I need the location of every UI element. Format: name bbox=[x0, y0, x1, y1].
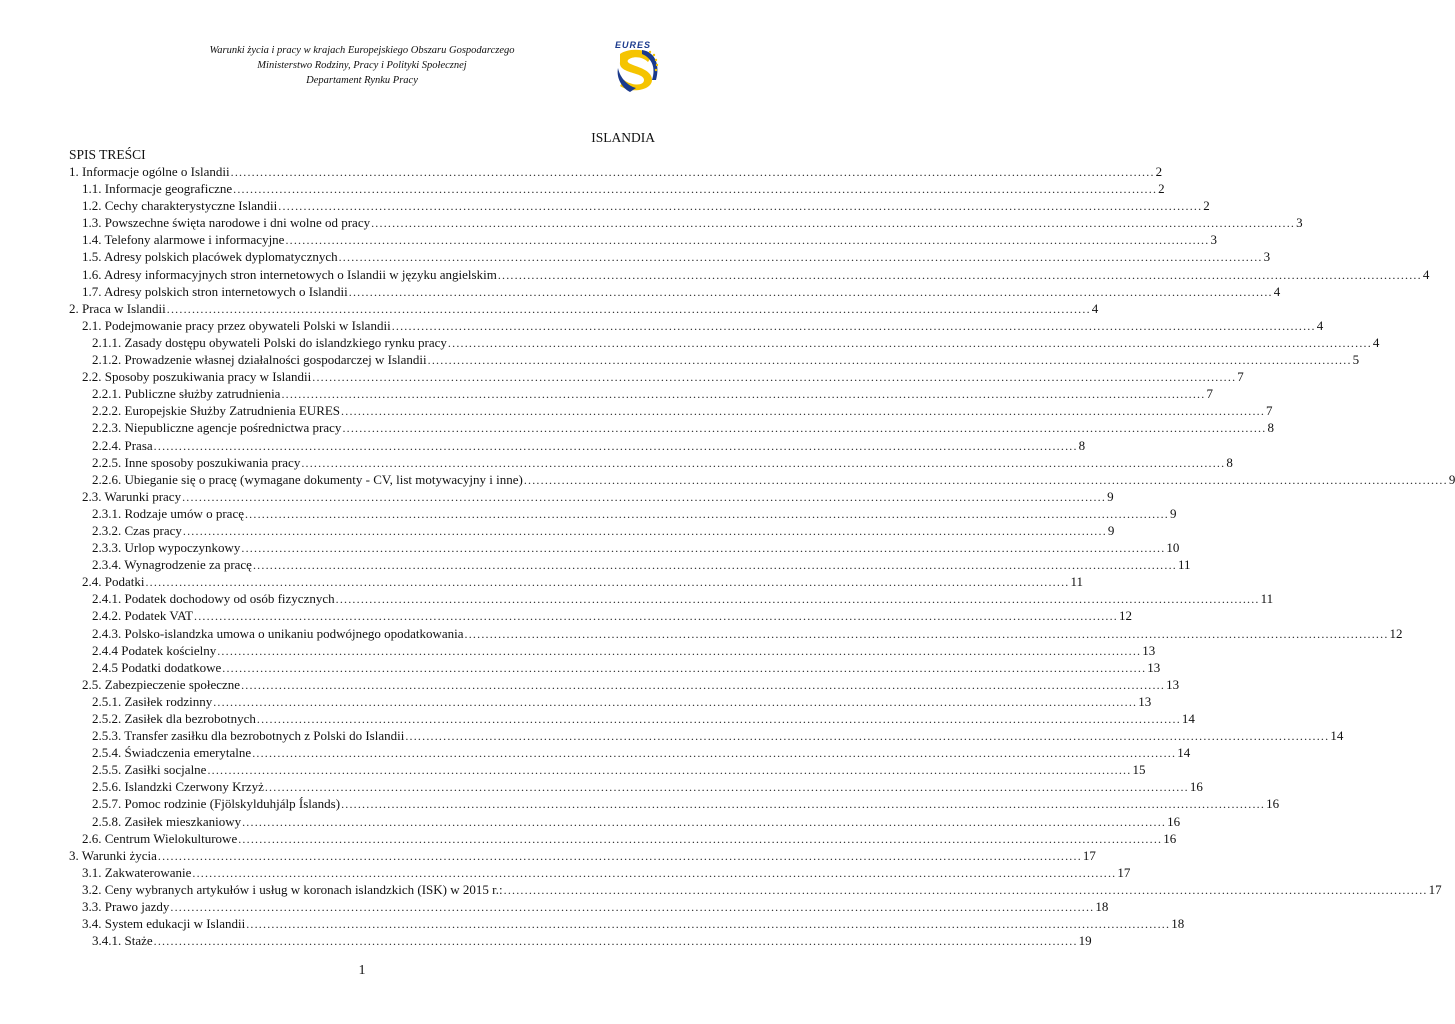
toc-entry[interactable] bbox=[69, 214, 1303, 231]
toc-entry[interactable] bbox=[69, 573, 1084, 590]
toc-entry-title: 1.7. Adresy polskich stron internetowych o Islandii bbox=[82, 283, 348, 299]
toc-leader-dots: ............................................................................................................................................................................................................................ bbox=[371, 216, 1296, 231]
toc-entry[interactable] bbox=[69, 231, 1217, 248]
toc-entry-page: 4 bbox=[1316, 317, 1324, 333]
toc-entry-title: 2.5.4. Świadczenia emerytalne bbox=[92, 745, 252, 761]
toc-entry-page: 9 bbox=[1169, 505, 1177, 521]
toc-entry[interactable] bbox=[69, 761, 1146, 778]
toc-entry-page: 3 bbox=[1296, 215, 1303, 231]
toc-entry[interactable] bbox=[69, 676, 1180, 693]
toc-entry-title: 2.5.6. Islandzki Czerwony Krzyż bbox=[92, 779, 264, 795]
toc-entry[interactable] bbox=[69, 898, 1109, 915]
toc-leader-dots: ............................................................................................................................................................................................................................ bbox=[252, 558, 1177, 573]
toc-entry-page: 7 bbox=[1266, 403, 1273, 419]
header-line-1: Warunki życia i pracy w krajach Europejskiego Obszaru Gospodarczego bbox=[209, 45, 515, 56]
toc-entry-page: 9 bbox=[1107, 522, 1115, 538]
toc-entry-page: 3 bbox=[1210, 232, 1217, 248]
toc-entry-title: 3.2. Ceny wybranych artykułów i usług w koronach islandzkich (ISK) w 2015 r.: bbox=[82, 881, 503, 897]
toc-entry-page: 12 bbox=[1119, 608, 1132, 624]
toc-entry[interactable] bbox=[69, 659, 1161, 676]
toc-entry-title: 2.5.5. Zasiłki socjalne bbox=[92, 762, 207, 778]
toc-leader-dots: ............................................................................................................................................................................................................................ bbox=[207, 763, 1132, 778]
header-line-3: Departament Rynku Pracy bbox=[306, 75, 418, 86]
toc-entry[interactable] bbox=[69, 180, 1165, 197]
toc-entry-title: 2.1.1. Zasady dostępu obywateli Polski do islandzkiego rynku pracy bbox=[92, 334, 447, 350]
toc-entry[interactable] bbox=[69, 266, 1430, 283]
toc-entry-page: 13 bbox=[1142, 642, 1156, 658]
toc-entry-page: 4 bbox=[1273, 283, 1281, 299]
toc-entry[interactable] bbox=[69, 932, 1092, 949]
toc-entry-page: 14 bbox=[1181, 711, 1195, 726]
eures-logo bbox=[612, 40, 662, 96]
toc-entry-page: 16 bbox=[1163, 830, 1177, 846]
toc-leader-dots: ............................................................................................................................................................................................................................ bbox=[182, 489, 1107, 504]
toc-leader-dots: ............................................................................................................................................................................................................................ bbox=[222, 660, 1147, 675]
toc-entry[interactable] bbox=[69, 334, 1380, 351]
toc-leader-dots: ............................................................................................................................................................................................................................ bbox=[166, 301, 1091, 316]
country-name: ISLANDIA bbox=[591, 130, 655, 145]
toc-entry-page: 19 bbox=[1078, 933, 1092, 949]
toc-entry-page: 8 bbox=[1267, 420, 1274, 436]
toc-entry-title: 1. Informacje ogólne o Islandii bbox=[69, 164, 230, 179]
toc-entry-title: 2.4.3. Polsko-islandzka umowa o unikaniu podwójnego opodatkowania bbox=[92, 625, 464, 641]
toc-entry-page: 11 bbox=[1177, 557, 1191, 573]
toc-entry[interactable] bbox=[69, 813, 1181, 830]
toc-entry-title: 2.6. Centrum Wielokulturowe bbox=[82, 830, 238, 846]
toc-entry-title: 2.2.4. Prasa bbox=[92, 437, 153, 453]
toc-entry-title: 3.4.1. Staże bbox=[92, 933, 153, 949]
toc-entry-title: 3. Warunki życia bbox=[69, 847, 157, 863]
toc-entry[interactable] bbox=[69, 402, 1273, 419]
toc-entry[interactable] bbox=[69, 915, 1185, 932]
toc-leader-dots: ............................................................................................................................................................................................................................ bbox=[285, 233, 1210, 248]
page-number: 1 bbox=[358, 963, 366, 978]
toc-entry-page: 11 bbox=[1260, 591, 1274, 607]
toc-entry-title: 2.3.1. Rodzaje umów o pracę bbox=[92, 505, 244, 521]
toc-entry[interactable] bbox=[69, 488, 1114, 505]
header-line-2: Ministerstwo Rodziny, Pracy i Polityki Społecznej bbox=[257, 60, 467, 71]
toc-entry-page: 18 bbox=[1095, 899, 1109, 915]
toc-entry-title: 2.1.2. Prowadzenie własnej działalności gospodarczej w Islandii bbox=[92, 352, 427, 368]
toc-entry-title: 2.5.3. Transfer zasiłku dla bezrobotnych z Polski do Islandii bbox=[92, 728, 405, 744]
toc-entry-page: 10 bbox=[1166, 540, 1180, 556]
toc-entry[interactable] bbox=[69, 642, 1156, 659]
toc-leader-dots: ............................................................................................................................................................................................................................ bbox=[278, 199, 1203, 214]
toc-entry[interactable] bbox=[69, 864, 1131, 881]
toc-leader-dots: ............................................................................................................................................................................................................................ bbox=[192, 865, 1117, 880]
toc-entry[interactable] bbox=[69, 881, 1442, 898]
toc-leader-dots: ............................................................................................................................................................................................................................ bbox=[194, 609, 1118, 624]
toc-entry-page: 12 bbox=[1389, 625, 1403, 641]
toc-entry-page: 5 bbox=[1352, 352, 1360, 368]
toc-entry-page: 11 bbox=[1070, 574, 1084, 590]
toc-entry-page: 9 bbox=[1448, 471, 1455, 487]
toc-entry-title: 1.4. Telefony alarmowe i informacyjne bbox=[82, 232, 285, 248]
toc-leader-dots: ............................................................................................................................................................................................................................ bbox=[497, 267, 1422, 282]
toc-entry-title: 2.4.1. Podatek dochodowy od osób fizycznych bbox=[92, 591, 335, 607]
toc-leader-dots: ............................................................................................................................................................................................................................ bbox=[217, 643, 1142, 658]
toc-entry-page: 13 bbox=[1138, 693, 1152, 709]
toc-entry-title: 2.4. Podatki bbox=[82, 574, 145, 590]
toc-leader-dots: ............................................................................................................................................................................................................................ bbox=[241, 677, 1166, 692]
toc-entry[interactable] bbox=[69, 744, 1191, 761]
toc-entry-page: 17 bbox=[1428, 881, 1442, 897]
toc-entry-title: 2.3. Warunki pracy bbox=[82, 488, 182, 504]
toc-entry-title: 2.2. Sposoby poszukiwania pracy w Islandii bbox=[82, 369, 312, 385]
toc-title: SPIS TREŚCI bbox=[69, 147, 146, 162]
toc-entry-title: 2.2.3. Niepubliczne agencje pośrednictwa pracy bbox=[92, 420, 342, 436]
toc-entry-page: 7 bbox=[1206, 386, 1213, 402]
toc-entry-page: 2 bbox=[1155, 164, 1163, 179]
toc-leader-dots: ............................................................................................................................................................................................................................ bbox=[503, 882, 1428, 897]
toc-entry-title: 1.5. Adresy polskich placówek dyplomatycznych bbox=[82, 249, 338, 265]
toc-leader-dots: ............................................................................................................................................................................................................................ bbox=[170, 900, 1095, 915]
toc-leader-dots: ............................................................................................................................................................................................................................ bbox=[238, 831, 1163, 846]
toc-entry-title: 2.4.2. Podatek VAT bbox=[92, 608, 193, 624]
toc-leader-dots: ............................................................................................................................................................................................................................ bbox=[464, 626, 1389, 641]
toc-entry-page: 2 bbox=[1158, 181, 1165, 197]
toc-entry-page: 8 bbox=[1078, 437, 1086, 453]
toc-entry-title: 2.5.2. Zasiłek dla bezrobotnych bbox=[92, 711, 256, 726]
toc-leader-dots: ............................................................................................................................................................................................................................ bbox=[230, 165, 1155, 179]
toc-entry-page: 17 bbox=[1117, 864, 1131, 880]
toc-entry-title: 3.1. Zakwaterowanie bbox=[82, 864, 192, 880]
toc-entry-page: 2 bbox=[1203, 198, 1210, 214]
toc-entry[interactable] bbox=[69, 197, 1210, 214]
toc-entry[interactable] bbox=[69, 693, 1152, 710]
toc-entry-title: 2.5.7. Pomoc rodzinie (Fjölskylduhjálp Íslands) bbox=[92, 796, 341, 812]
toc-leader-dots: ............................................................................................................................................................................................................................ bbox=[342, 421, 1267, 436]
toc-entry-title: 1.6. Adresy informacyjnych stron internetowych o Islandii w języku angielskim bbox=[82, 266, 497, 282]
toc-entry-title: 2.2.1. Publiczne służby zatrudnienia bbox=[92, 386, 281, 402]
toc-leader-dots: ............................................................................................................................................................................................................................ bbox=[348, 284, 1273, 299]
toc-entry[interactable] bbox=[69, 283, 1281, 300]
toc-entry[interactable] bbox=[69, 847, 1096, 864]
toc-leader-dots: ............................................................................................................................................................................................................................ bbox=[241, 541, 1166, 556]
toc-leader-dots: ............................................................................................................................................................................................................................ bbox=[405, 729, 1330, 744]
toc-entry-page: 14 bbox=[1330, 728, 1344, 744]
toc-entry-page: 4 bbox=[1091, 300, 1099, 316]
toc-entry[interactable] bbox=[69, 300, 1099, 317]
toc-entry-page: 14 bbox=[1177, 745, 1191, 761]
toc-leader-dots: ............................................................................................................................................................................................................................ bbox=[256, 712, 1181, 726]
toc-entry[interactable] bbox=[69, 778, 1203, 795]
toc-entry-title: 2.4.4 Podatek kościelny bbox=[92, 642, 217, 658]
toc-entry-title: 2.2.5. Inne sposoby poszukiwania pracy bbox=[92, 454, 301, 470]
toc-leader-dots: ............................................................................................................................................................................................................................ bbox=[264, 780, 1189, 795]
toc-leader-dots: ............................................................................................................................................................................................................................ bbox=[447, 335, 1372, 350]
toc-entry-page: 3 bbox=[1263, 249, 1271, 265]
toc-entry-title: 1.2. Cechy charakterystyczne Islandii bbox=[82, 198, 278, 214]
toc-leader-dots: ............................................................................................................................................................................................................................ bbox=[312, 370, 1237, 385]
toc-leader-dots: ............................................................................................................................................................................................................................ bbox=[153, 934, 1078, 949]
toc-entry[interactable] bbox=[69, 539, 1180, 556]
toc-leader-dots: ............................................................................................................................................................................................................................ bbox=[341, 797, 1266, 812]
toc-entry-page: 16 bbox=[1167, 813, 1181, 829]
toc-entry[interactable] bbox=[69, 317, 1324, 334]
toc-entry-page: 9 bbox=[1107, 488, 1114, 504]
toc-leader-dots: ............................................................................................................................................................................................................................ bbox=[301, 455, 1226, 470]
toc-entry-page: 13 bbox=[1147, 659, 1161, 675]
toc-entry-title: 2.5. Zabezpieczenie społeczne bbox=[82, 676, 241, 692]
toc-leader-dots: ............................................................................................................................................................................................................................ bbox=[281, 387, 1206, 402]
toc-leader-dots: ............................................................................................................................................................................................................................ bbox=[242, 814, 1167, 829]
toc-entry[interactable] bbox=[69, 556, 1191, 573]
toc-entry[interactable] bbox=[69, 727, 1344, 744]
toc-entry[interactable] bbox=[69, 385, 1213, 402]
toc-entry-title: 2.1. Podejmowanie pracy przez obywateli Polski w Islandii bbox=[82, 317, 391, 333]
toc-entry-page: 8 bbox=[1226, 454, 1233, 470]
eures-logo-text: EURES bbox=[615, 40, 652, 50]
toc-entry[interactable] bbox=[69, 625, 1403, 642]
toc-entry-title: 3.3. Prawo jazdy bbox=[82, 899, 170, 915]
toc-entry-page: 4 bbox=[1422, 266, 1430, 282]
toc-entry-page: 17 bbox=[1082, 847, 1096, 863]
toc-leader-dots: ............................................................................................................................................................................................................................ bbox=[341, 404, 1266, 419]
toc-entry-page: 18 bbox=[1171, 916, 1185, 932]
toc-entry[interactable] bbox=[69, 454, 1233, 471]
toc-entry-page: 16 bbox=[1266, 796, 1280, 812]
toc-entry[interactable] bbox=[69, 248, 1271, 265]
toc-entry-title: 2.4.5 Podatki dodatkowe bbox=[92, 659, 222, 675]
toc-leader-dots: ............................................................................................................................................................................................................................ bbox=[427, 353, 1352, 368]
toc-entry-title: 2.2.6. Ubieganie się o pracę (wymagane dokumenty - CV, list motywacyjny i inne) bbox=[92, 471, 523, 487]
toc-leader-dots: ............................................................................................................................................................................................................................ bbox=[391, 318, 1316, 333]
toc-entry[interactable] bbox=[69, 505, 1177, 522]
toc-entry[interactable] bbox=[69, 522, 1115, 539]
toc-leader-dots: ............................................................................................................................................................................................................................ bbox=[244, 506, 1169, 521]
toc-entry-title: 1.3. Powszechne święta narodowe i dni wolne od pracy bbox=[82, 215, 371, 231]
toc-leader-dots: ............................................................................................................................................................................................................................ bbox=[153, 438, 1078, 453]
toc-leader-dots: ............................................................................................................................................................................................................................ bbox=[145, 575, 1070, 590]
toc-entry-title: 3.4. System edukacji w Islandii bbox=[82, 916, 246, 932]
toc-entry-title: 2.2.2. Europejskie Służby Zatrudnienia EURES bbox=[92, 403, 341, 419]
toc-entry-title: 1.1. Informacje geograficzne bbox=[82, 181, 233, 197]
toc-entry-page: 4 bbox=[1372, 334, 1380, 350]
toc-entry[interactable] bbox=[69, 368, 1244, 385]
toc-entry[interactable] bbox=[69, 830, 1177, 847]
toc-entry[interactable] bbox=[69, 710, 1195, 727]
toc-entry-page: 7 bbox=[1237, 369, 1244, 385]
toc-entry-page: 13 bbox=[1166, 676, 1180, 692]
toc-leader-dots: ............................................................................................................................................................................................................................ bbox=[246, 917, 1171, 932]
toc-entry[interactable] bbox=[69, 437, 1086, 454]
toc-leader-dots: ............................................................................................................................................................................................................................ bbox=[213, 694, 1138, 709]
toc-entry[interactable] bbox=[69, 607, 1132, 624]
toc-entry-title: 2.3.3. Urlop wypoczynkowy bbox=[92, 540, 241, 556]
toc-entry-title: 2.5.8. Zasiłek mieszkaniowy bbox=[92, 813, 242, 829]
toc-entry-title: 2.5.1. Zasiłek rodzinny bbox=[92, 693, 213, 709]
toc-entry-title: 2. Praca w Islandii bbox=[69, 300, 166, 316]
toc-entry-title: 2.3.2. Czas pracy bbox=[92, 522, 182, 538]
toc-entry[interactable] bbox=[69, 471, 1455, 488]
toc-entry[interactable] bbox=[69, 351, 1360, 368]
toc-leader-dots: ............................................................................................................................................................................................................................ bbox=[182, 523, 1107, 538]
toc-entry[interactable] bbox=[69, 590, 1274, 607]
toc-leader-dots: ............................................................................................................................................................................................................................ bbox=[523, 472, 1448, 487]
toc-leader-dots: ............................................................................................................................................................................................................................ bbox=[233, 182, 1158, 197]
toc-entry-page: 16 bbox=[1189, 779, 1203, 795]
toc-leader-dots: ............................................................................................................................................................................................................................ bbox=[252, 746, 1177, 761]
toc-leader-dots: ............................................................................................................................................................................................................................ bbox=[335, 592, 1260, 607]
toc-entry[interactable] bbox=[69, 419, 1274, 436]
toc-leader-dots: ............................................................................................................................................................................................................................ bbox=[338, 250, 1263, 265]
toc-entry[interactable] bbox=[69, 163, 1163, 180]
toc-leader-dots: ............................................................................................................................................................................................................................ bbox=[157, 848, 1082, 863]
toc-entry[interactable] bbox=[69, 795, 1280, 812]
toc-entry-title: 2.3.4. Wynagrodzenie za pracę bbox=[92, 557, 252, 573]
table-of-contents bbox=[69, 163, 1455, 949]
toc-entry-page: 15 bbox=[1132, 762, 1146, 778]
